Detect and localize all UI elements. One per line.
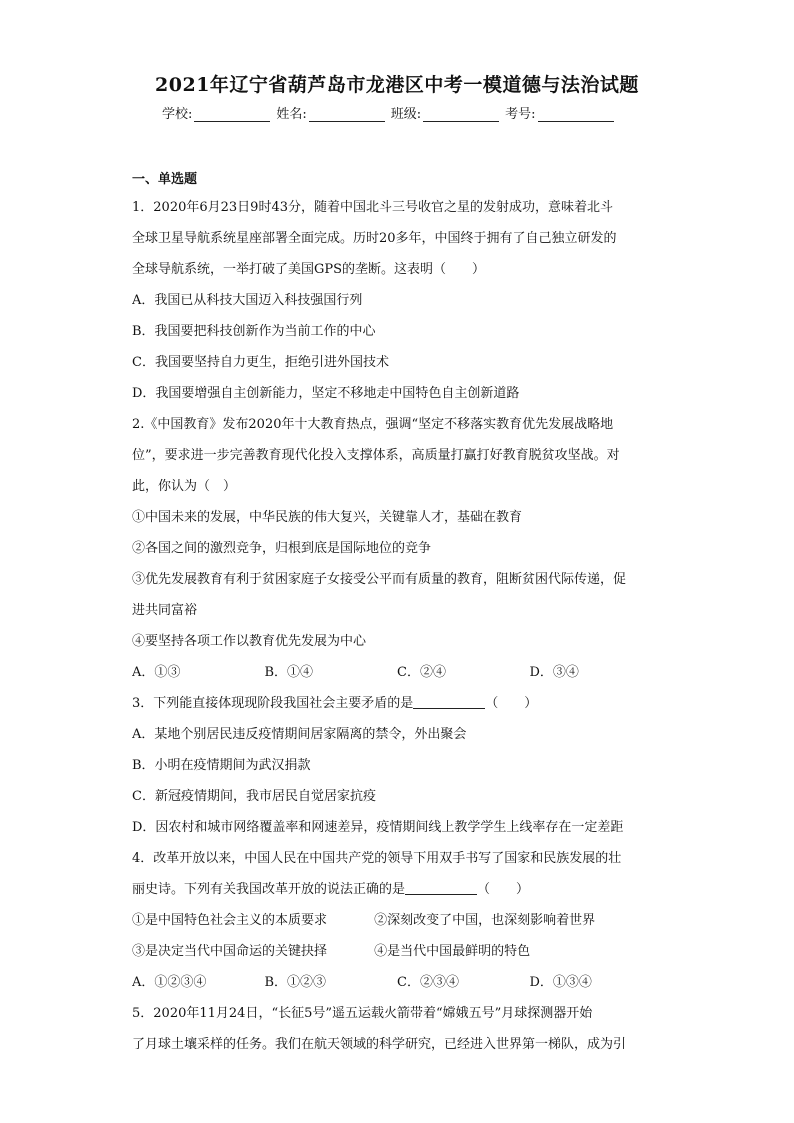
q3-option-b: B．小明在疫情期间为武汉捐款: [132, 758, 311, 773]
q4-paren: （ ）: [477, 882, 530, 897]
exam-number-blank[interactable]: [538, 107, 614, 122]
exam-number-field[interactable]: [505, 103, 613, 122]
q4-statement: ④是当代中国最鲜明的特色: [374, 944, 531, 959]
q4-answer-blank[interactable]: [405, 881, 477, 895]
q2-option-c: C．②④: [397, 665, 446, 680]
questions: [132, 192, 662, 1060]
name-blank[interactable]: [309, 107, 385, 122]
school-label: 学校:: [162, 107, 193, 122]
q4-statement: ①是中国特色社会主义的本质要求: [132, 913, 328, 928]
q3-answer-blank[interactable]: [413, 695, 485, 709]
class-blank[interactable]: [423, 107, 499, 122]
q4-options: [132, 967, 662, 998]
q3-option-d: D．因农村和城市网络覆盖率和网速差异，疫情期间线上教学学生上线率存在一定差距: [132, 820, 624, 835]
school-blank[interactable]: [194, 107, 270, 122]
q3-paren: （ ）: [485, 696, 538, 711]
q1-option-b: B．我国要把科技创新作为当前工作的中心: [132, 324, 376, 339]
name-label: 姓名:: [276, 107, 307, 122]
school-field[interactable]: [162, 103, 270, 122]
q3-option-c: C．新冠疫情期间，我市居民自觉居家抗疫: [132, 789, 376, 804]
exam-title: 2021年辽宁省葫芦岛市龙港区中考一模道德与法治试题: [155, 74, 639, 96]
q4-statement: ③是决定当代中国命运的关键抉择: [132, 944, 328, 959]
q4-option-d: D．①③④: [529, 975, 592, 990]
q4-line: 4．改革开放以来，中国人民在中国共产党的领导下用双手书写了国家和民族发展的壮: [132, 851, 622, 866]
q2-option-b: B．①④: [264, 665, 314, 680]
class-field[interactable]: [391, 103, 499, 122]
class-label: 班级:: [390, 107, 422, 122]
q2-statement: ①中国未来的发展，中华民族的伟大复兴，关键靠人才，基础在教育: [132, 510, 523, 525]
q4-option-a: A．①②③④: [132, 975, 207, 990]
exam-number-label: 考号:: [505, 107, 536, 122]
q2-option-d: D．③④: [529, 665, 579, 680]
q3-stem: 3．下列能直接体现现阶段我国社会主要矛盾的是: [132, 696, 414, 711]
q4-option-b: B．①②③: [264, 975, 327, 990]
q1-line: 全球卫星导航系统星座部署全面完成。历时20多年，中国终于拥有了自己独立研发的: [132, 231, 617, 246]
q2-statement: ④要坚持各项工作以教育优先发展为中心: [132, 634, 367, 649]
q2-statement: 进共同富裕: [132, 603, 198, 618]
q2-option-a: A．①③: [132, 665, 181, 680]
q2-line: 此，你认为（ ）: [132, 479, 237, 494]
q4-statement-row: [132, 905, 662, 936]
q1-option-a: A．我国已从科技大国迈入科技强国行列: [132, 293, 363, 308]
q1-line: 全球导航系统，一举打破了美国GPS的垄断。这表明（ ）: [132, 262, 486, 277]
q4-statement: ②深刻改变了中国，也深刻影响着世界: [374, 913, 596, 928]
q4-stem: 丽史诗。下列有关我国改革开放的说法正确的是: [132, 882, 406, 897]
q1-line: 1．2020年6月23日9时43分，随着中国北斗三号收官之星的发射成功，意味着北斗: [132, 200, 613, 215]
section-heading: 一、单选题: [132, 172, 198, 187]
student-info-row: [162, 103, 620, 122]
q4-statement-row: [132, 936, 662, 967]
q3-option-a: A．某地个别居民违反疫情期间居家隔离的禁令，外出聚会: [132, 727, 467, 742]
q2-line: 位”，要求进一步完善教育现代化投入支撑体系，高质量打赢打好教育脱贫攻坚战。对: [132, 448, 620, 463]
q2-options: [132, 657, 662, 688]
q5-line: 了月球土壤采样的任务。我们在航天领域的科学研究，已经进入世界第一梯队，成为引: [132, 1037, 627, 1052]
q5-line: 5．2020年11月24日，“长征5号”遥五运载火箭带着“嫦娥五号”月球探测器开始: [132, 1006, 593, 1021]
q4-stem-line: [132, 874, 662, 905]
q3-stem-line: [132, 688, 662, 719]
q2-statement: ②各国之间的激烈竞争，归根到底是国际地位的竞争: [132, 541, 432, 556]
name-field[interactable]: [276, 103, 384, 122]
q2-statement: ③优先发展教育有利于贫困家庭子女接受公平而有质量的教育，阻断贫困代际传递，促: [132, 572, 627, 587]
q1-option-c: C．我国要坚持自力更生，拒绝引进外国技术: [132, 355, 389, 370]
q4-option-c: C．②③④: [397, 975, 459, 990]
q1-option-d: D．我国要增强自主创新能力，坚定不移地走中国特色自主创新道路: [132, 386, 520, 401]
q2-line: 2.《中国教育》发布2020年十大教育热点，强调“坚定不移落实教育优先发展战略地: [132, 417, 614, 432]
